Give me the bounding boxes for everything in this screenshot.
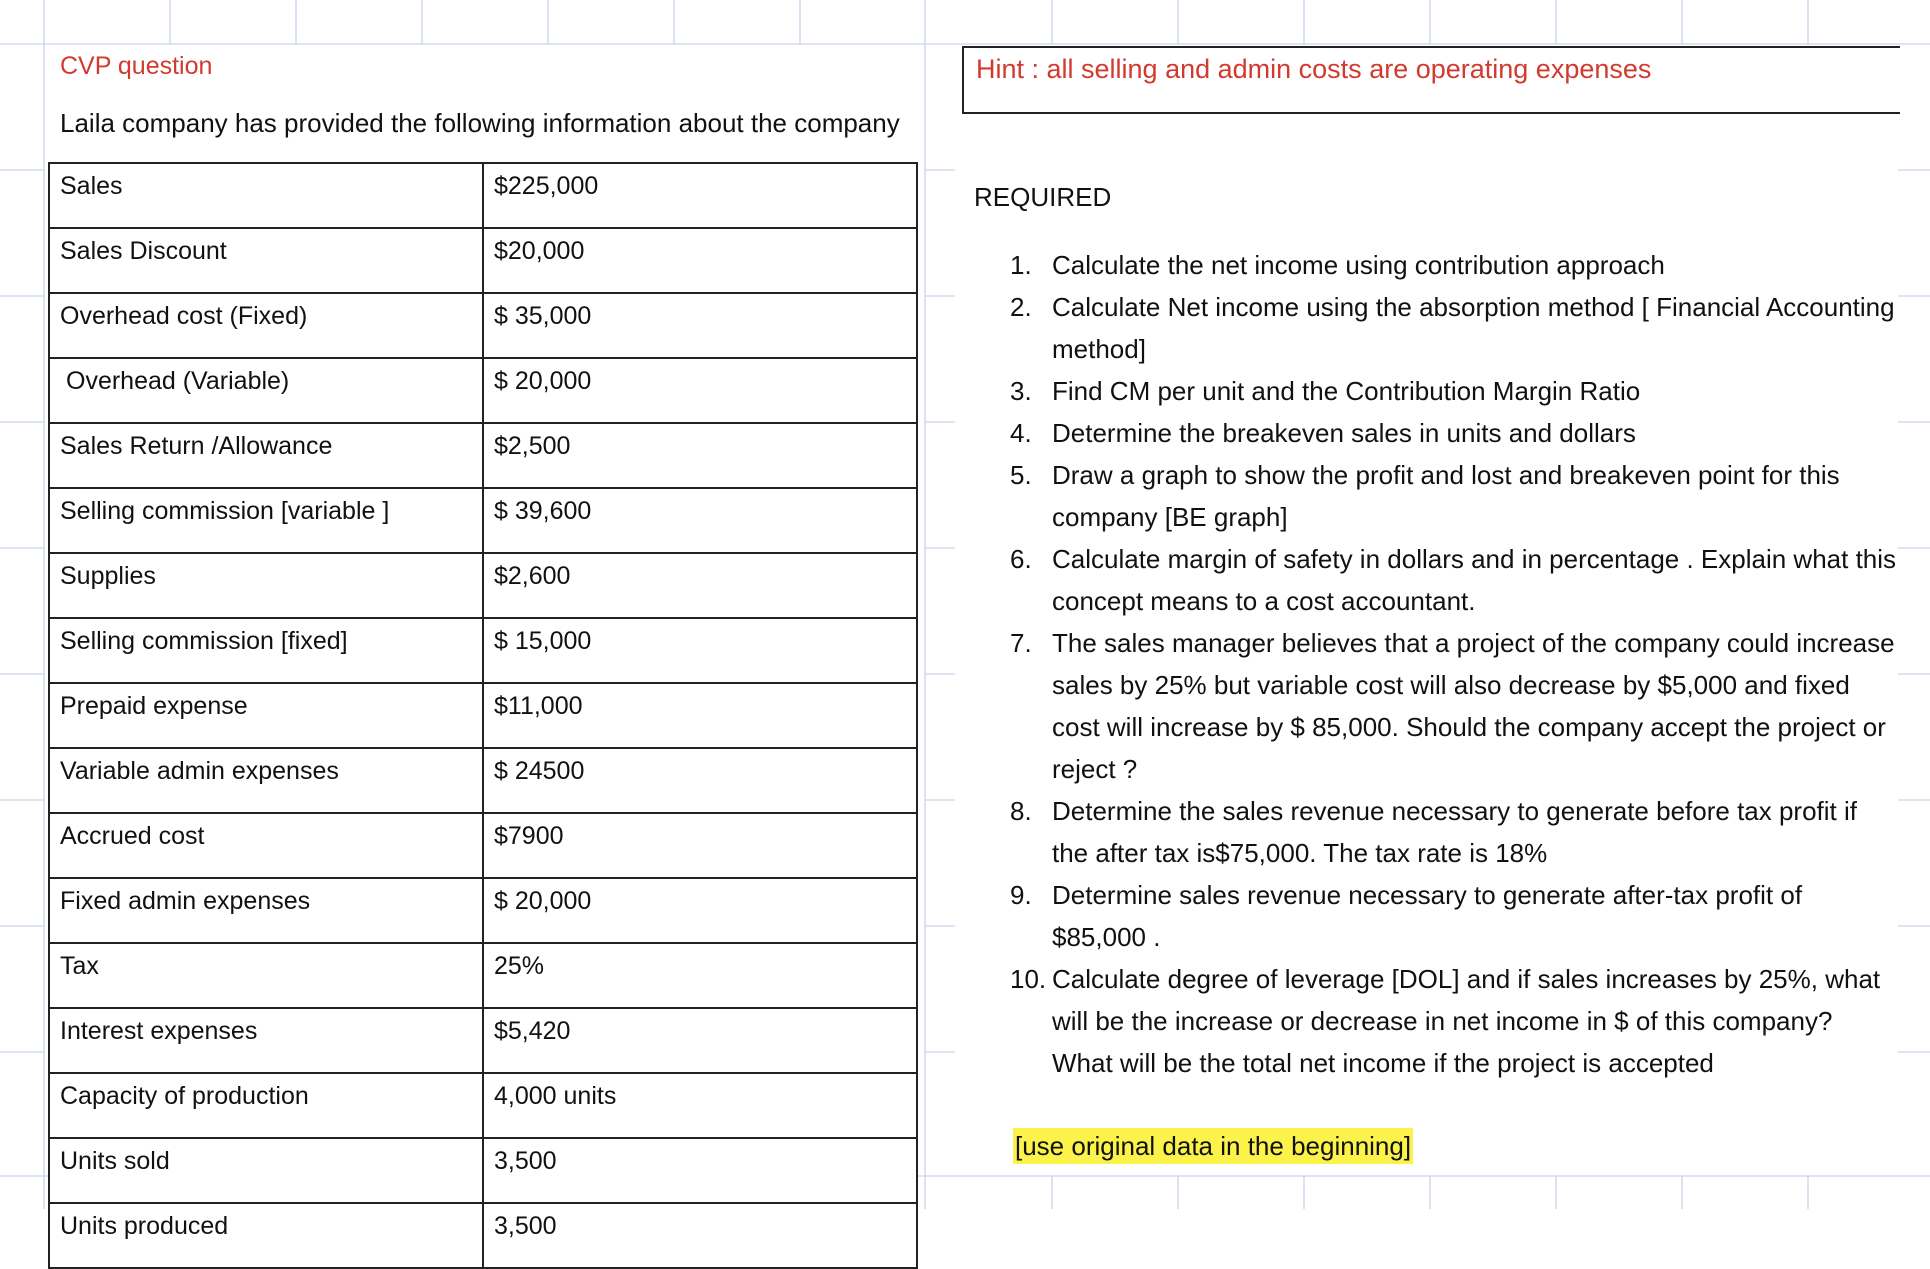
table-row: [49, 423, 917, 488]
row-value: 25%: [483, 943, 917, 1008]
row-value: 3,500: [483, 1203, 917, 1268]
row-value: $5,420: [483, 1008, 917, 1073]
table-row: [49, 293, 917, 358]
list-item: [1010, 538, 1898, 622]
table-row: [49, 1138, 917, 1203]
row-label: Interest expenses: [49, 1008, 483, 1073]
table-row: [49, 813, 917, 878]
row-value: 4,000 units: [483, 1073, 917, 1138]
highlighted-note: [use original data in the beginning]: [1013, 1128, 1413, 1164]
row-value: 3,500: [483, 1138, 917, 1203]
item-text: Determine the sales revenue necessary to generate before tax profit if the after tax is$75,000. The tax rate is 18%: [1052, 796, 1857, 868]
list-item: [1010, 622, 1898, 790]
list-item: [1010, 958, 1898, 1084]
table-row: [49, 748, 917, 813]
item-number: 8.: [1010, 796, 1032, 826]
row-label: Accrued cost: [49, 813, 483, 878]
row-label: Variable admin expenses: [49, 748, 483, 813]
cost-data-table: [48, 162, 918, 1269]
row-value: $11,000: [483, 683, 917, 748]
row-label: Overhead (Variable): [49, 358, 483, 423]
table-row: [49, 163, 917, 228]
list-item: [1010, 412, 1898, 454]
item-number: 10.: [1010, 964, 1047, 994]
list-item: [1010, 244, 1898, 286]
row-value: $ 20,000: [483, 358, 917, 423]
row-label: Fixed admin expenses: [49, 878, 483, 943]
table-row: [49, 358, 917, 423]
item-number: 3.: [1010, 376, 1032, 406]
item-text: Determine the breakeven sales in units and dollars: [1052, 418, 1636, 448]
item-text: Calculate the net income using contribution approach: [1052, 250, 1665, 280]
row-value: $225,000: [483, 163, 917, 228]
table-row: [49, 1008, 917, 1073]
row-value: $2,600: [483, 553, 917, 618]
table-row: [49, 228, 917, 293]
row-value: $20,000: [483, 228, 917, 293]
row-label: Sales Discount: [49, 228, 483, 293]
row-label: Capacity of production: [49, 1073, 483, 1138]
table-row: [49, 618, 917, 683]
row-label: Sales: [49, 163, 483, 228]
row-label: Overhead cost (Fixed): [49, 293, 483, 358]
row-label: Selling commission [variable ]: [49, 488, 483, 553]
row-label: Units sold: [49, 1138, 483, 1203]
required-heading: REQUIRED: [974, 182, 1112, 212]
intro-text: Laila company has provided the following information about the company: [60, 108, 900, 138]
row-label: Tax: [49, 943, 483, 1008]
row-value: $ 39,600: [483, 488, 917, 553]
list-item: [1010, 790, 1898, 874]
row-label: Supplies: [49, 553, 483, 618]
item-number: 4.: [1010, 418, 1032, 448]
table-row: [49, 683, 917, 748]
item-number: 6.: [1010, 544, 1032, 574]
row-label: Selling commission [fixed]: [49, 618, 483, 683]
table-row: [49, 878, 917, 943]
row-label: Prepaid expense: [49, 683, 483, 748]
table-row: [49, 943, 917, 1008]
item-number: 2.: [1010, 292, 1032, 322]
item-number: 9.: [1010, 880, 1032, 910]
page-title: CVP question: [60, 52, 213, 80]
row-value: $7900: [483, 813, 917, 878]
item-number: 7.: [1010, 628, 1032, 658]
item-text: Draw a graph to show the profit and lost and breakeven point for this company [BE graph]: [1052, 460, 1840, 532]
item-text: Calculate degree of leverage [DOL] and if sales increases by 25%, what will be the increase or decrease in net income in $ of this company? What will be the total net income if the project is accepted: [1052, 964, 1881, 1078]
required-list: [1010, 244, 1898, 1084]
row-value: $ 35,000: [483, 293, 917, 358]
list-item: [1010, 874, 1898, 958]
item-text: Calculate Net income using the absorption method [ Financial Accounting method]: [1052, 292, 1895, 364]
item-text: The sales manager believes that a project of the company could increase sales by 25% but variable cost will also decrease by $5,000 and fixed cost will increase by $ 85,000. Should the company accept the project or reject ?: [1052, 628, 1895, 784]
row-label: Sales Return /Allowance: [49, 423, 483, 488]
list-item: [1010, 370, 1898, 412]
table-row: [49, 488, 917, 553]
list-item: [1010, 286, 1898, 370]
table-row: [49, 1203, 917, 1268]
item-number: 1.: [1010, 250, 1032, 280]
list-item: [1010, 454, 1898, 538]
item-text: Calculate margin of safety in dollars and in percentage . Explain what this concept means to a cost accountant.: [1052, 544, 1897, 616]
row-label: Units produced: [49, 1203, 483, 1268]
row-value: $2,500: [483, 423, 917, 488]
item-text: Find CM per unit and the Contribution Margin Ratio: [1052, 376, 1641, 406]
row-value: $ 20,000: [483, 878, 917, 943]
item-text: Determine sales revenue necessary to generate after-tax profit of $85,000 .: [1052, 880, 1803, 952]
row-value: $ 24500: [483, 748, 917, 813]
hint-text: Hint : all selling and admin costs are operating expenses: [976, 54, 1652, 84]
table-row: [49, 1073, 917, 1138]
row-value: $ 15,000: [483, 618, 917, 683]
hint-box: [962, 46, 1900, 114]
table-row: [49, 553, 917, 618]
item-number: 5.: [1010, 460, 1032, 490]
